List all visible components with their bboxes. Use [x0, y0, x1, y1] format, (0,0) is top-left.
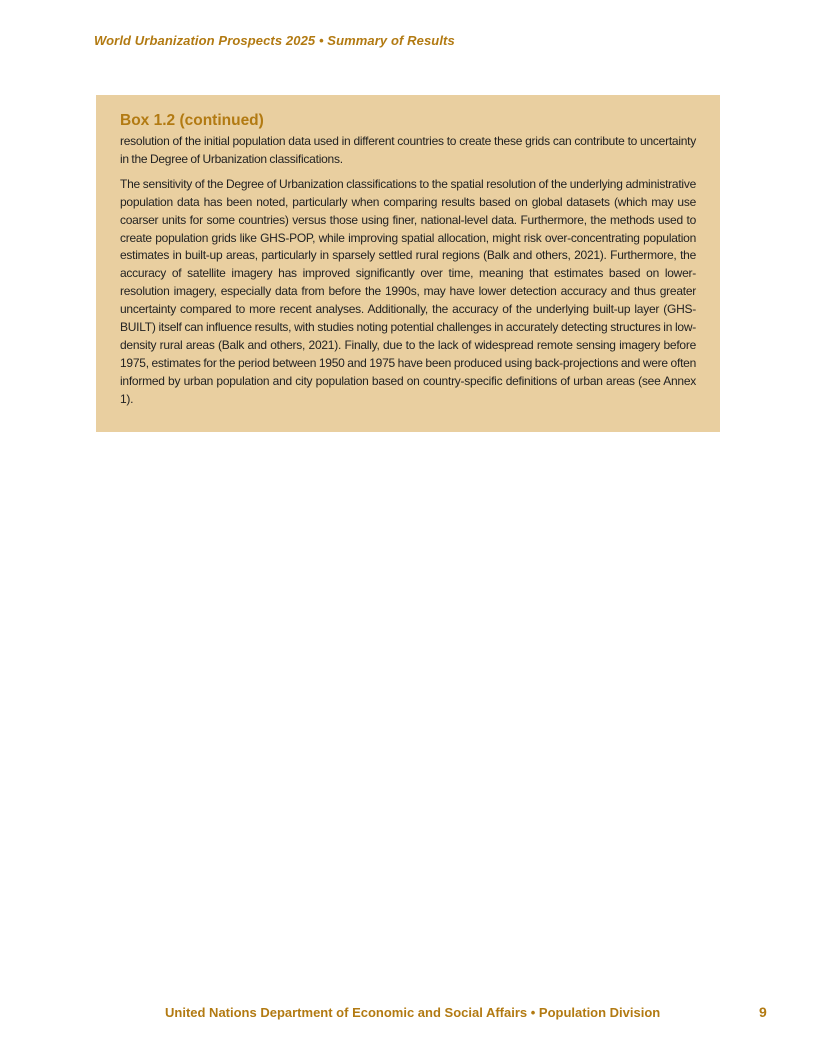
box-panel — [96, 95, 720, 432]
box-paragraph: The sensitivity of the Degree of Urbanization classifications to the spatial resolution of the underlying administrative population data has been noted, particularly when comparing results based on global datasets (which may use coarser units for some countries) versus those using finer, national-level data. Furthermore, the methods used to create population grids like GHS-POP, while improving spatial allocation, might risk over-concentrating population estimates in built-up areas, particularly in sparsely settled rural regions (Balk and others, 2021). Furthermore, the accuracy of satellite imagery has improved significantly over time, meaning that estimates based on lower-resolution imagery, especially data from before the 1990s, may have lower detection accuracy and thus greater uncertainty compared to more recent analyses. Additionally, the accuracy of the underlying built-up layer (GHS-BUILT) itself can influence results, with studies noting potential challenges in accurately detecting structures in low-density rural areas (Balk and others, 2021). Finally, due to the lack of widespread remote sensing imagery before 1975, estimates for the period between 1950 and 1975 have been produced using back-projections and were often informed by urban population and city population based on country-specific definitions of urban areas (see Annex 1). — [120, 176, 696, 406]
footer-organization: United Nations Department of Economic and Social Affairs • Population Division — [165, 1005, 661, 1020]
page-number: 9 — [759, 1004, 767, 1020]
box-title: Box 1.2 (continued) — [120, 112, 264, 129]
box-paragraph: resolution of the initial population data used in different countries to create these grids can contribute to uncertainty in the Degree of Urbanization classifications. — [120, 134, 696, 166]
running-header: World Urbanization Prospects 2025 • Summary of Results — [94, 33, 455, 48]
